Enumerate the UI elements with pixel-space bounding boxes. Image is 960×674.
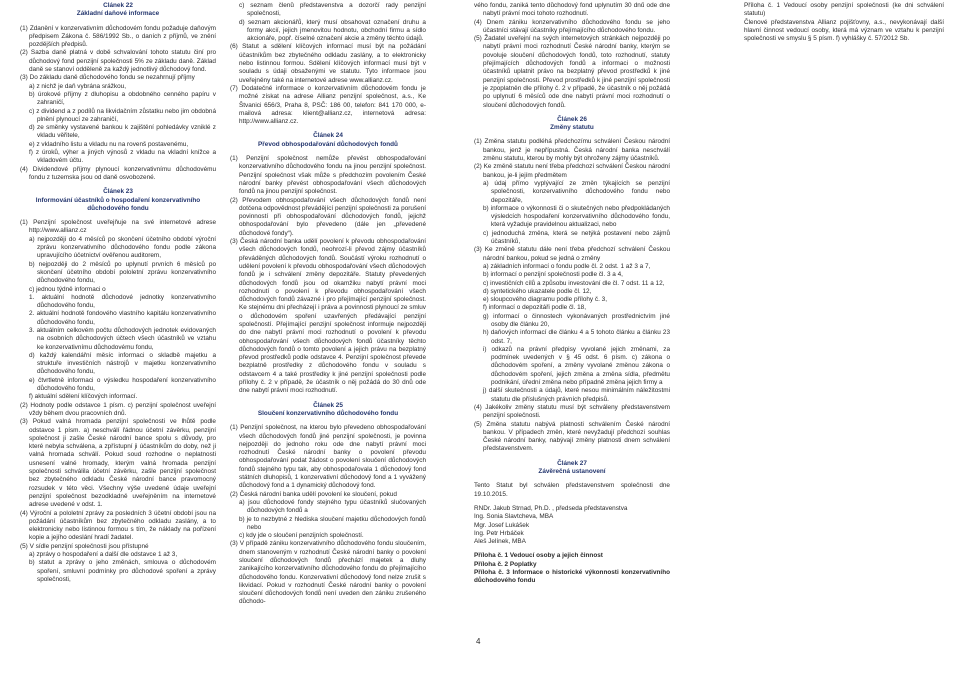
paragraph: b) nejpozději do 2 měsíců po uplynutí prvních 6 měsíců po skončení účetního období pololetní zprávu konzervativního důchodového fondu,: [29, 260, 216, 285]
paragraph: (2) Hodnoty podle odstavce 1 písm. c) penzijní společnost uveřejní vždy během dvou pracovních dnů.: [20, 401, 216, 417]
section-heading: Informování účastníků o hospodaření konzervativního důchodového fondu: [35, 196, 201, 212]
section-heading: Článek 22: [103, 2, 133, 9]
paragraph: (2) Sazba daně platná v době schvalování tohoto statutu činí pro důchodový fond penzijní společnosti 5% ze základu daně. Základ daně se stanoví odděleně za každý jednotlivý důchodový fond.: [20, 49, 216, 74]
paragraph: 2. aktuální hodnotě fondového vlastního kapitálu konzervativního důchodového fondu,: [29, 310, 216, 326]
paragraph: (1) Penzijní společnost nemůže převést obhospodařování konzervativního důchodového fondu na jinou penzijní společnost. Penzijní společnost však může s předchozím povolením České národní banky převést obhospodařování všech důchodových fondů na jinou penzijní společnost.: [230, 155, 426, 196]
paragraph: d) každý kalendářní měsíc informaci o skladbě majetku a struktuře investičních nástrojů v majetku konzervativního důchodového fondu,: [29, 351, 216, 376]
paragraph: (4) Dividendové příjmy plynoucí konzervativnímu důchodovému fondu z tuzemska jsou od daně osvobozené.: [20, 165, 216, 181]
paragraph: Příloha č. 1 Vedoucí osoby a jejich činnost: [474, 552, 603, 560]
paragraph: c) z dividend a z podílů na likvidačním zůstatku nebo jim obdobná plnění plynoucí ze zahraničí,: [29, 107, 216, 123]
paragraph: c) jednoduchá změna, která se netýká postavení nebo zájmů účastníků,: [483, 229, 670, 246]
paragraph: (4) Dnem zániku konzervativního důchodového fondu se jeho účastníci stávají účastníky přejímajícího důchodového fondu.: [474, 18, 670, 34]
section-heading: Základní daňové informace: [76, 10, 160, 18]
section-heading: Článek 24: [313, 132, 343, 140]
column-4: [744, 2, 944, 43]
paragraph: (3) Do základu daně důchodového fondu se nezahrnují příjmy: [20, 74, 195, 82]
paragraph: f) aktuální sdělení klíčových informací.: [29, 393, 138, 401]
paragraph: Mgr. Josef Lukášek: [474, 521, 530, 529]
paragraph: Aleš Jelínek, MBA: [474, 538, 526, 546]
paragraph: (1) Penzijní společnost uveřejňuje na své internetové adrese http://www.allianz.cz: [20, 219, 216, 235]
paragraph: (5) Žadatel uveřejní na svých internetových stránkách nejpozději po nabytí právní moci rozhodnutí České národní banky, kterým se povoluje sloučení důchodových fondů, toto rozhodnutí, statuty přejímajících důchodových fondů a informaci o možnosti účastníků uplatnit právo na bezplatný převod prostředků k jiné penzijní společnosti. Převod prostředků k jiné penzijní společnosti je zpoplatněn dle přílohy č. 2 v případě, že účastník o něj požádá po uplynutí 6 měsíců ode dne nabytí právní moci rozhodnutí o sloučení důchodových fondů.: [474, 35, 670, 109]
paragraph: (2) Česká národní banka udělí povolení ke sloučení, pokud: [230, 490, 397, 498]
paragraph: (6) Statut a sdělení klíčových informací musí být na požádání účastníkům bez zbytečného odkladu zaslány, a to elektronicky nebo listinnou formou. Sdělení klíčových informací musí být v souladu s údaji obsaženými ve statutu. Tyto informace jsou uveřejněny také na internetové adrese www.allianz.cz.: [230, 43, 426, 84]
paragraph: c) jednou týdně informaci o: [29, 285, 106, 293]
paragraph: b) statut a zprávy o jeho změnách, smlouva o důchodovém spoření, smluvní podmínky pro důchodové spoření a zprávy společnosti,: [29, 559, 216, 583]
paragraph: h) daňových informací dle článku 4 a 5 tohoto článku a článku 23 odst. 7,: [483, 329, 670, 345]
paragraph: b) je to nezbytné z hlediska sloučení majetku důchodových fondů nebo: [239, 515, 426, 531]
paragraph: c) seznam členů představenstva a dozorčí rady penzijní společnosti,: [239, 2, 426, 18]
paragraph: Příloha č. 2 Poplatky: [474, 560, 537, 568]
paragraph: Příloha č. 3 Informace o historické výkonnosti konzervativního důchodového fondu: [474, 569, 670, 585]
paragraph: (1) Penzijní společnost, na kterou bylo převedeno obhospodařování všech důchodových fondů jiné penzijní společnosti, je povinna nejpozději do jednoho roku ode dne nabytí právní moci rozhodnutí České národní banky o povolení převodu obhospodařování podat žádost o povolení sloučení důchodových fondů stejného typu tak, aby obhospodařovala 1 důchodový fond státních dluhopisů, 1 konzervativní důchodový fond a 1 vyvážený důchodový fond a 1 dynamický důchodový fond.: [230, 424, 426, 490]
paragraph: c) kdy jde o sloučení penzijních společností.: [239, 532, 364, 540]
paragraph: (3) Česká národní banka udělí povolení k převodu obhospodařování všech důchodových fondů, neohrozí-li převod zájmy účastníků převáděných důchodových fondů. Součástí výroku rozhodnutí o udělení povolení k převodu obhospodařování všech důchodových fondů je i schválení změny depozitáře. Statuty převedených důchodových fondů jsou od okamžiku nabytí právní moci rozhodnutí o povolení k převodu obhospodařování všech důchodových fondů závazné i pro přejímající penzijní společnost. Ke stejnému dni přecházejí i práva a povinnosti plynoucí ze smluv o důchodovém spoření uzavřených předávající penzijní společností. Přejímající penzijní společnost informuje nejpozději do dne nabytí právní moci rozhodnutí o povolení k převodu obhospodařování všech důchodových fondů účastníky těchto důchodových fondů o tomto povolení a jejich právu na bezplatný převod prostředků podle odstavce 4. Penzijní společnost převede bezplatně prostředky z důchodového fondu v souladu s odstavcem 4 a také prostředky k jiné penzijní společnosti podle přílohy č. 2 v případě, že účastník o něj požádá do 30 dnů ode dne nabytí právní moci rozhodnutí.: [230, 238, 426, 395]
paragraph: b) informací o penzijní společnosti podle čl. 3 a 4,: [483, 271, 623, 279]
section-heading: Článek 26: [557, 115, 587, 123]
paragraph: vého fondu, zaniká tento důchodový fond uplynutím 30 dnů ode dne nabytí právní moci tohoto rozhodnutí.: [474, 2, 670, 18]
paragraph: (3) Ke změně statutu dále není třeba předchozí schválení Českou národní bankou, pokud se jedná o změny: [474, 246, 670, 262]
paragraph: c) investičních cílů a způsobu investování dle čl. 7 odst. 11 a 12,: [483, 279, 665, 287]
paragraph: b) informace o výkonnosti či o skutečných nebo předpokládaných výsledcích hospodaření konzervativního důchodového fondu, která vyžaduje pravidelnou aktualizaci, nebo: [483, 204, 670, 229]
section-heading: Sloučení konzervativního důchodového fondu: [257, 409, 399, 417]
paragraph: a) základních informací o fondu podle čl. 2 odst. 1 až 3 a 7,: [483, 262, 651, 270]
paragraph: (5) V sídle penzijní společnosti jsou přístupné: [20, 542, 149, 550]
paragraph: (1) Zdanění v konzervativním důchodovém fondu požaduje daňovým předpisem Zákona č. 586/1992 Sb., o daních z příjmů, ve znění pozdějších předpisů.: [20, 24, 216, 49]
paragraph: (3) V případě zániku konzervativního důchodového fondu sloučením, dnem stanoveným v rozhodnutí České národní banky o povolení sloučení důchodových fondů přechází majetek a dluhy zanikajícího konzervativního důchodového fondu do přejímajícího důchodového fondu. Konzervativní důchodový fond nelze zrušit s likvidací. Pokud v rozhodnutí České národní banky o povolení sloučení důchodových fondů není uveden den zániku zrušeného důchodo-: [230, 540, 426, 606]
paragraph: i) odkazů na právní předpisy vyvolané jejich změnami, za podmínek uvedených v § 45 odst. 6 písm. c) zákona o důchodovém spoření, a změny vyvolané změnou zákona o důchodovém spoření, jejich změna a změna sídla, předmětu podnikání, úřední změna nebo případně změna jejich firmy a: [483, 345, 670, 387]
paragraph: j) další skutečnosti a údajů, které nesou minimálním náležitostmi statutu dle příslušných právních předpisů.: [483, 387, 670, 403]
paragraph: f) informací o depozitáři podle čl. 18,: [483, 304, 587, 312]
section-heading: Článek 23: [103, 188, 133, 196]
paragraph: (5) Změna statutu nabývá platnosti schválením České národní bankou. V případech změn, které nevyžadují předchozí souhlas České národní banky, nabývají změny platnosti dnem schválení představenstvem.: [474, 420, 670, 453]
section-heading: Změny statutu: [550, 124, 594, 132]
paragraph: Ing. Sonia Slavtcheva, MBA: [474, 513, 554, 521]
column-3: [474, 2, 670, 586]
paragraph: g) informací o činnostech vykonávaných prostřednictvím jiné osoby dle článku 20,: [483, 312, 670, 328]
column-1: [20, 2, 216, 584]
paragraph: 1. aktuální hodnotě důchodové jednotky konzervativního důchodového fondu,: [29, 293, 216, 310]
paragraph: a) nejpozději do 4 měsíců po skončení účetního období výroční zprávu konzervativního důchodového fondu podle zákona upravujícího účetnictví ověřenou auditorem,: [29, 235, 216, 260]
paragraph: (7) Dodatečné informace o konzervativním důchodovém fondu je možné získat na adrese Allianz penzijní společnost, a.s., Ke Štvanici 656/3, Praha 8, PSČ: 186 00, telefon: 841 170 000, e-mailová adresa: klient@allianz.cz, internetová adresa: http://www.allianz.cz.: [230, 84, 426, 126]
paragraph: a) z nichž je daň vybrána srážkou,: [29, 82, 126, 90]
paragraph: Tento Statut byl schválen představenstvem společnosti dne 19.10.2015.: [474, 482, 670, 498]
section-heading: Článek 25: [313, 401, 343, 409]
paragraph: d) ze směnky vystavené bankou k zajištění pohledávky vzniklé z vkladu věřitele,: [29, 124, 216, 140]
paragraph: e) čtvrtletně informaci o výsledku hospodaření konzervativního důchodového fondu,: [29, 376, 216, 393]
paragraph: Ing. Petr Hrbáček: [474, 529, 524, 537]
paragraph: RNDr. Jakub Strnad, Ph.D. , předseda představenstva: [474, 504, 628, 512]
section-heading: Článek 27: [557, 459, 587, 467]
paragraph: a) údaj přímo vyplývající ze změn týkajících se penzijní společnosti, konzervativního důchodového fondu nebo depozitáře,: [483, 179, 670, 204]
paragraph: f) z úroků, výher a jiných výnosů z vkladu na vkladní knížce a vkladovém účtu.: [29, 149, 216, 165]
paragraph: d) syntetického ukazatele podle čl. 12,: [483, 287, 592, 295]
paragraph: d) seznam akcionářů, který musí obsahovat označení druhu a formy akcií, jejich jmenovitou hodnotu, obchodní firmu a sídlo akcionáře, popř. číselné označení akcie a změny těchto údajů.: [239, 18, 426, 43]
paragraph: a) jsou důchodové fondy stejného typu účastníků slučovaných důchodových fondů a: [239, 498, 426, 515]
section-heading: Převod obhospodařování důchodových fondů: [258, 140, 398, 148]
paragraph: Členové představenstva Allianz pojišťovny, a.s., nevykonávají další hlavní činnost vedoucí osoby, která má význam ve vztahu k penzijní společnosti ve smyslu § 5 písm. f) vyhlášky č. 57/2012 Sb.: [744, 18, 944, 43]
paragraph: b) úrokové příjmy z dluhopisu a obdobného cenného papíru v zahraničí,: [29, 90, 216, 107]
paragraph: a) zprávy o hospodaření a další dle odstavce 1 až 3,: [29, 551, 178, 558]
paragraph: Příloha č. 1 Vedoucí osoby penzijní společnosti (ke dni schválení statutu): [744, 2, 944, 18]
paragraph: (1) Změna statutu podléhá předchozímu schválení Českou národní bankou, jenž je nepřípustná. Česká národní banka neschválí změnu statutu, kterou by mohly být ohroženy zájmy účastníků.: [474, 138, 670, 163]
paragraph: e) z vkladního listu a vkladu nu na rovenš postavenému,: [29, 140, 189, 148]
paragraph: 3. aktuálním celkovém počtu důchodových jednotek evidovaných na osobních důchodových účtech všech účastníků ve vztahu ke konzervativnímu důchodovému fondu,: [29, 326, 216, 351]
paragraph: (2) Ke změně statutu není třeba předchozí schválení Českou národní bankou, je-li jejím předmětem: [474, 163, 670, 179]
column-2: [230, 2, 426, 607]
page-number: 4: [476, 637, 481, 646]
paragraph: e) sloupcového diagramu podle přílohy č. 3,: [483, 296, 607, 304]
paragraph: (4) Výroční a pololetní zprávy za posledních 3 účetní období jsou na požádání účastníkům bez zbytečného odkladu zaslány, a to elektronicky nebo listinnou formou s tím, že náklady na pořízení kopie a jejího odeslání hradí žadatel.: [20, 509, 216, 542]
paragraph: (4) Jakékoliv změny statutu musí být schváleny představenstvem penzijní společnosti.: [474, 403, 670, 420]
paragraph: (2) Převodem obhospodařování všech důchodových fondů není dotčena odpovědnost převádějící penzijní společnosti za porušení povinností při obhospodařování důchodových fondů, jejichž obhospodařování bylo převedeno (dále jen „převedené důchodové fondy“).: [230, 196, 426, 237]
section-heading: Závěrečná ustanovení: [538, 468, 606, 476]
paragraph: (3) Pokud valná hromada penzijní společnosti ve lhůtě podle odstavce 1 písm. a) neschválí řádnou účetní závěrku, penzijní společnost ji zašle České národní bance spolu s důvody, pro které nebyla schválena, a zpřístupní ji účastníkům do doby, než ji valná hromada schválí. Pokud soud rozhodne o neplatnosti usnesení valné hromady, kterým valná hromada penzijní společnosti schválila účetní závěrku, zašle penzijní společnost bez zbytečného odkladu České národní bance pravomocný rozsudek v této věci. Všechny výše uvedené údaje uveřejní penzijní společnost bezodkladně uveřejněním na internetové adrese uvedené v odst. 1.: [20, 418, 216, 509]
